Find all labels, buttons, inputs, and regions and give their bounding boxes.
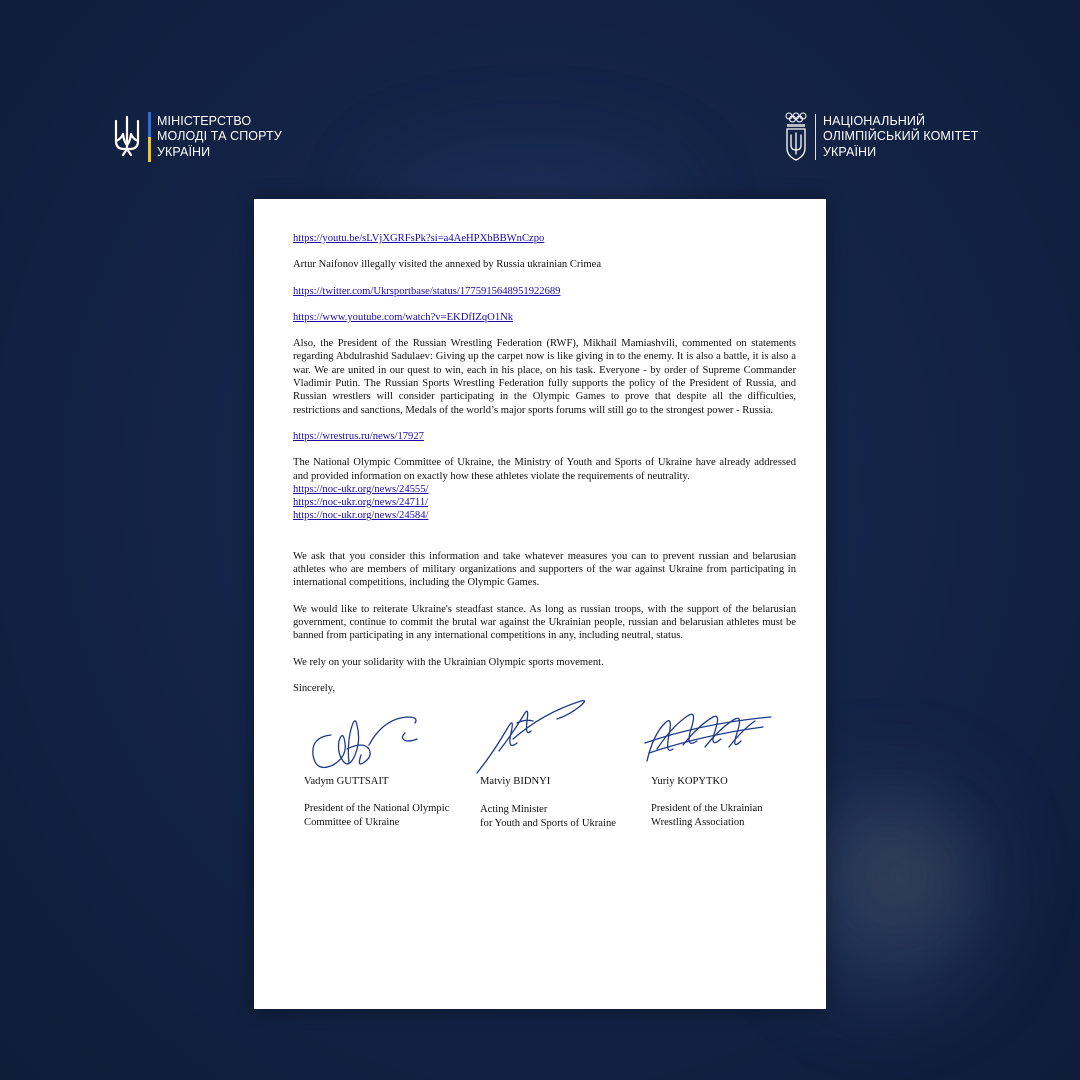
ministry-name-line: УКРАЇНИ [157, 144, 211, 159]
youtube-link[interactable]: https://youtu.be/sLVjXGRFsPk?si=a4AeHPXbBBWnCzpo [293, 233, 545, 244]
noc-name-line: ОЛІМПІЙСЬКИЙ КОМІТЕТ [823, 129, 979, 144]
paragraph-naifonov: Artur Naifonov illegally visited the annexed by Russia ukrainian Crimea [293, 259, 602, 271]
letter-body [293, 232, 796, 695]
noc-name [823, 112, 978, 162]
paragraph-noc: The National Olympic Committee of Ukraine, the Ministry of Youth and Sports of Ukraine have already addressed and provided information on exactly how these athletes violate the requirements of neutrality. [293, 457, 796, 482]
olympic-rings-trident-icon [784, 112, 808, 162]
wrestrus-link[interactable]: https://wrestrus.ru/news/17927 [293, 430, 424, 442]
ministry-name-line: МОЛОДІ ТА СПОРТУ [157, 129, 282, 144]
noc-logo [784, 112, 978, 162]
noc-name-line: НАЦІОНАЛЬНИЙ [823, 113, 926, 128]
signature-guttsait [303, 705, 433, 775]
paragraph-stance: We would like to reiterate Ukraine's steadfast stance. As long as russian troops, with the support of the belarusian government, continue to commit the brutal war against the Ukrainian people, russian and belarusian athletes must be banned from participating in any international competitions in any, including neutral, status. [293, 603, 796, 642]
signature-bidnyi [473, 693, 593, 779]
logo-divider [815, 114, 816, 160]
signatory-title: Committee of Ukraine [304, 816, 400, 828]
trident-icon [112, 112, 142, 162]
signatory-2 [480, 775, 616, 830]
ukraine-flag-divider [148, 112, 151, 162]
signatory-title: Wrestling Association [651, 816, 745, 828]
twitter-link[interactable]: https://twitter.com/Ukrsportbase/status/1775915648951922689 [293, 285, 561, 297]
signatory-3 [651, 775, 763, 829]
ministry-name-line: МІНІСТЕРСТВО [157, 113, 252, 128]
signatory-title: Acting Minister [480, 804, 548, 816]
background-glow [860, 840, 940, 910]
signature-kopytko [643, 705, 775, 769]
paragraph-request: We ask that you consider this information and take whatever measures you can to prevent russian and belarusian athletes who are members of military organizations and supporters of the war against Ukraine from participating in international competitions, including the Olympic Games. [293, 550, 796, 589]
youtube-watch-link[interactable]: https://www.youtube.com/watch?v=EKDfIZqO1Nk [293, 311, 514, 323]
signatory-1 [304, 775, 449, 829]
noc-name-line: УКРАЇНИ [823, 144, 877, 159]
noc-news-link[interactable]: https://noc-ukr.org/news/24584/ [293, 510, 429, 522]
noc-news-link[interactable]: https://noc-ukr.org/news/24711/ [293, 497, 429, 509]
letter-page [254, 199, 826, 1009]
ministry-logo [112, 112, 282, 162]
signatures-section [293, 705, 796, 845]
paragraph-rwf: Also, the President of the Russian Wrestling Federation (RWF), Mikhail Mamiashvili, commented on statements regarding Abdulrashid Sadulaev: Giving up the carpet now is like giving in to the enemy. It is also a battle, it is also a war. We are united in our quest to win, each in his place, on his task. Everyone - by order of Supreme Commander Vladimir Putin. The Russian Sports Wrestling Federation fully supports the policy of the President of Russia, and Russian wrestlers will consider participating in the Olympic Games to prove that despite all the difficulties, restrictions and sanctions, Medals of the world’s major sports forums will still go to the strongest power - Russia. [293, 338, 796, 416]
signatory-name: Matviy BIDNYI [480, 776, 551, 787]
signatory-title: for Youth and Sports of Ukraine [480, 817, 616, 829]
ministry-name [157, 112, 282, 162]
signatory-title: President of the National Olympic [304, 803, 450, 815]
signatory-name: Vadym GUTTSAIT [304, 776, 389, 787]
paragraph-solidarity: We rely on your solidarity with the Ukrainian Olympic sports movement. [293, 656, 604, 668]
signatory-name: Yuriy KOPYTKO [651, 776, 728, 787]
closing: Sincerely, [293, 682, 335, 694]
signatory-title: President of the Ukrainian [651, 803, 763, 815]
noc-news-link[interactable]: https://noc-ukr.org/news/24555/ [293, 483, 429, 495]
